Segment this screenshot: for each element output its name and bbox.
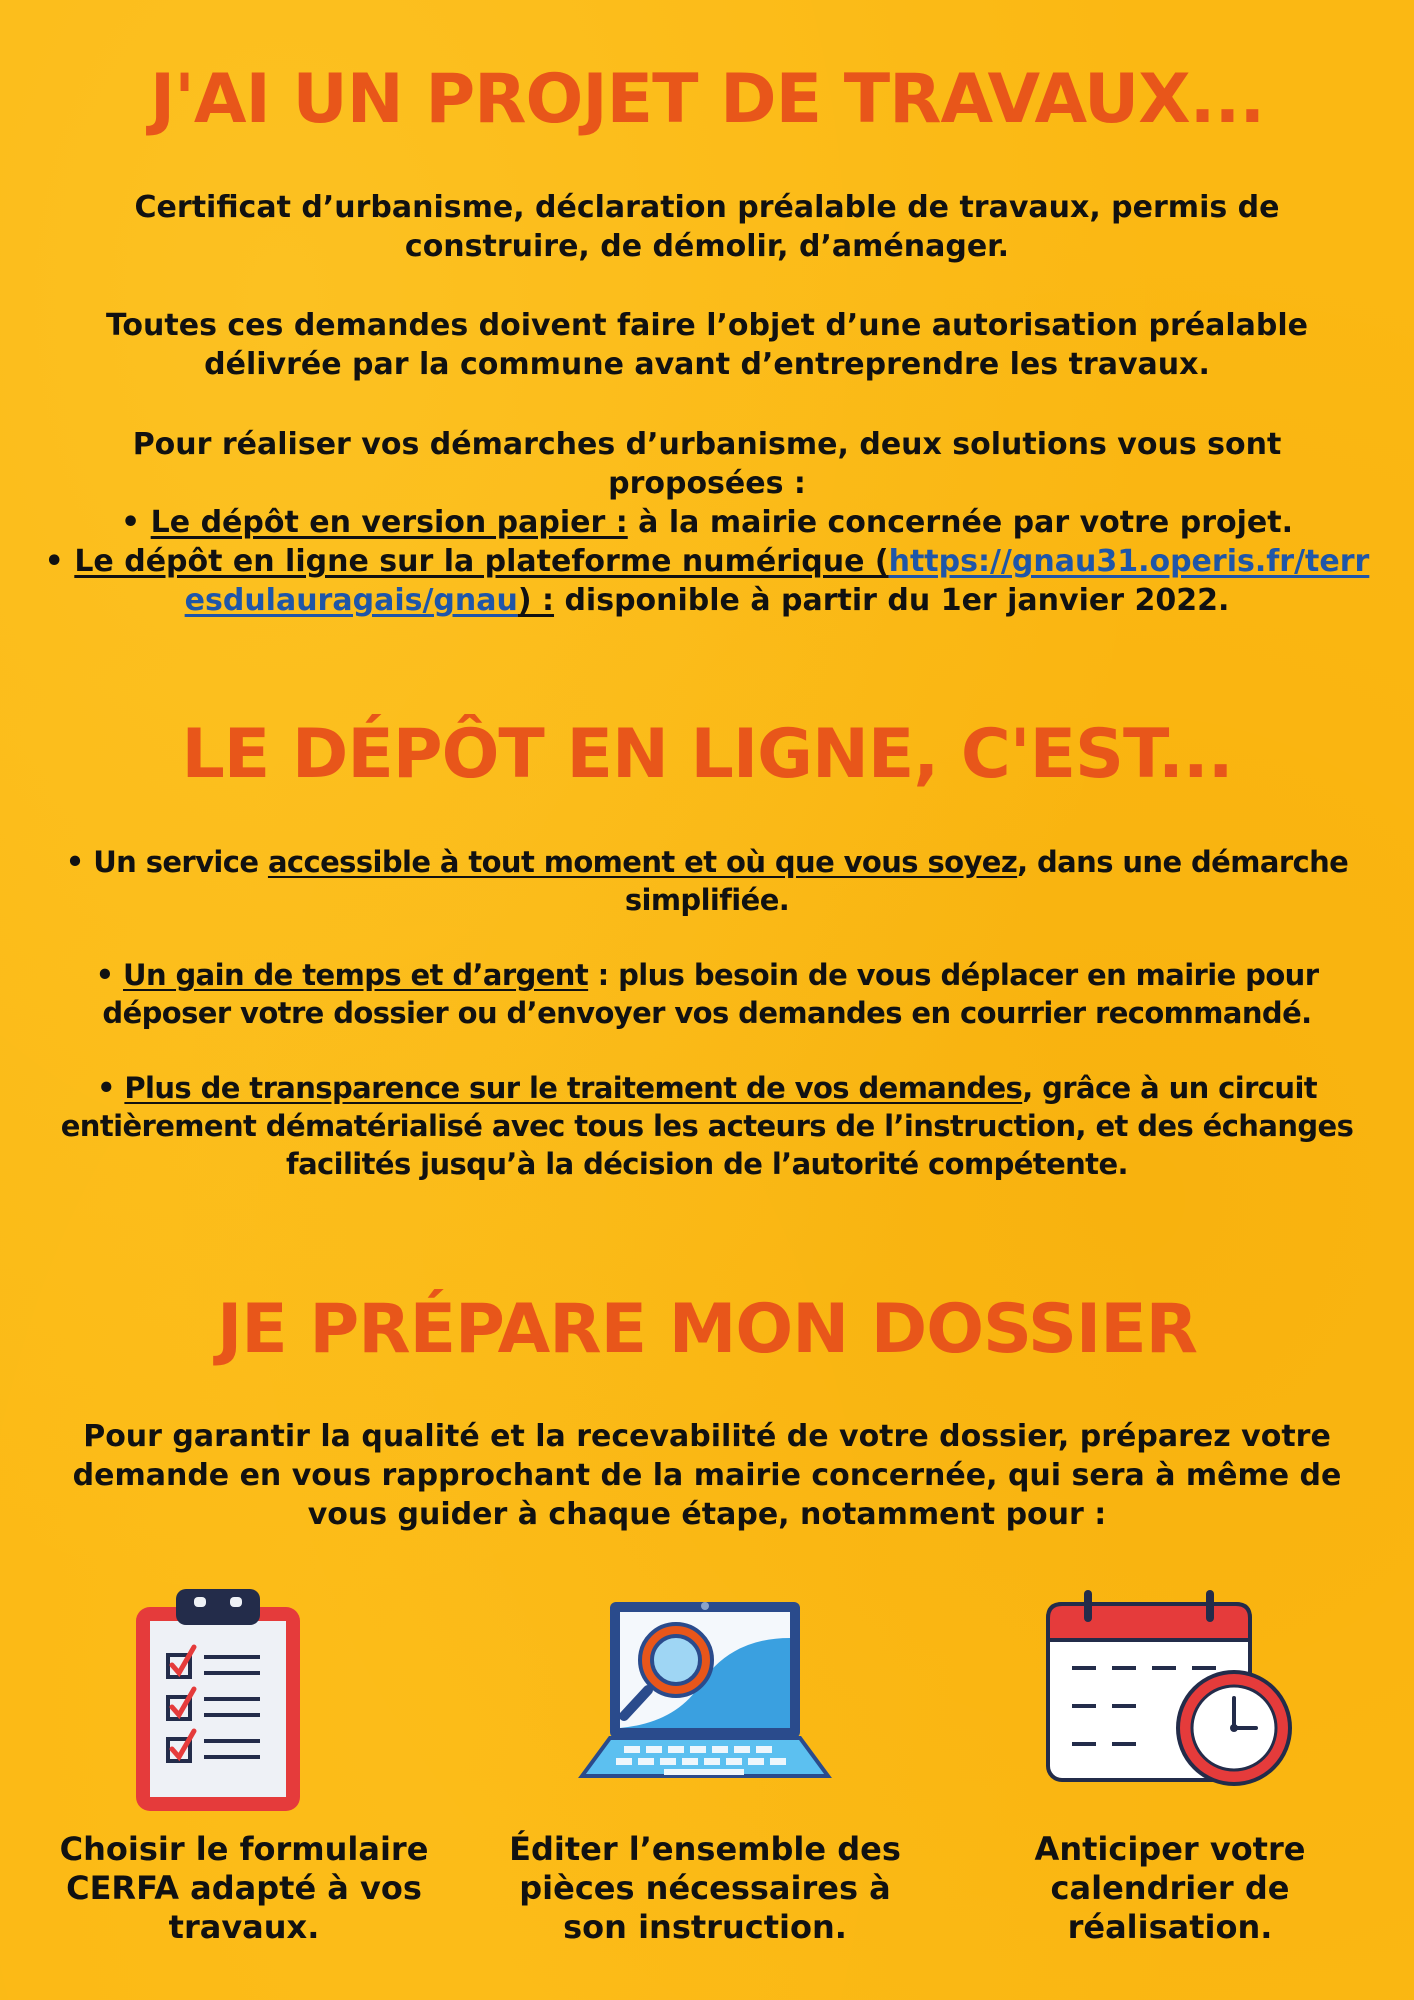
benefit-emphasis: accessible à tout moment et où que vous soyez (267, 845, 1018, 879)
prepare-intro-paragraph: Pour garantir la qualité et la recevabilité de votre dossier, préparez votre demande en vous rapprochant de la mairie concernée, qui sera à même de vous guider à chaque étape, notamment pour : (72, 1419, 1342, 1532)
benefit-transparency (40, 1069, 1374, 1183)
bullet-icon: • (65, 845, 84, 879)
bullet-icon: • (121, 505, 141, 540)
paper-deposit-label: Le dépôt en version papier : (150, 505, 628, 540)
schedule-caption: Anticiper votre calendrier de réalisation. (1034, 1830, 1306, 1946)
paper-deposit-text: à la mairie concernée par votre projet. (627, 505, 1293, 540)
intro-paragraph: Certificat d’urbanisme, déclaration préalable de travaux, permis de construire, de démolir, d’aménager. (134, 190, 1280, 264)
benefit-time-money (40, 956, 1374, 1032)
benefit-text: , grâce à un circuit entièrement dématérialisé avec tous les acteurs de l’instruction, et des échanges facilités jusqu’à la décision de l’autorité compétente. (60, 1071, 1354, 1181)
online-deposit-heading: LE DÉPÔT EN LIGNE, C'EST... (181, 715, 1233, 794)
bullet-icon: • (44, 544, 64, 579)
clipboard-checklist-icon (128, 1585, 308, 1819)
benefit-accessibility (40, 843, 1374, 919)
laptop-magnifier-icon (578, 1598, 833, 1792)
paper-deposit-bullet (50, 503, 1364, 542)
online-deposit-label: Le dépôt en ligne sur la plateforme numérique ( (74, 544, 889, 579)
benefit-emphasis: Plus de transparence sur le traitement de vos demandes (124, 1071, 1023, 1105)
authorization-paragraph: Toutes ces demandes doivent faire l’objet d’une autorisation préalable délivrée par la commune avant d’entreprendre les travaux. (105, 308, 1309, 382)
documents-caption: Éditer l’ensemble des pièces nécessaires à son instruction. (509, 1830, 901, 1946)
benefit-emphasis: Un gain de temps et d’argent (123, 958, 589, 992)
benefit-text: Un service (93, 845, 268, 879)
benefit-text: : plus besoin de vous déplacer en mairie pour déposer votre dossier ou d’envoyer vos demandes en courrier recommandé. (102, 958, 1319, 1030)
benefit-text: , dans une démarche simplifiée. (624, 845, 1349, 917)
online-deposit-label-end: ) : (517, 583, 555, 618)
page-title: J'AI UN PROJET DE TRAVAUX... (149, 60, 1265, 139)
bullet-icon: • (96, 1071, 115, 1105)
bullet-icon: • (95, 958, 114, 992)
gnau-platform-link[interactable]: https://gnau31.operis.fr/terresdulauragais/gnau (184, 544, 1370, 618)
online-deposit-bullet (40, 542, 1374, 620)
solutions-paragraph: Pour réaliser vos démarches d’urbanisme, deux solutions vous sont proposées : (132, 427, 1282, 501)
online-deposit-text: disponible à partir du 1er janvier 2022. (554, 583, 1230, 618)
calendar-clock-icon (1044, 1588, 1294, 1797)
cerfa-caption: Choisir le formulaire CERFA adapté à vos travaux. (59, 1830, 429, 1946)
prepare-file-heading: JE PRÉPARE MON DOSSIER (216, 1290, 1198, 1369)
